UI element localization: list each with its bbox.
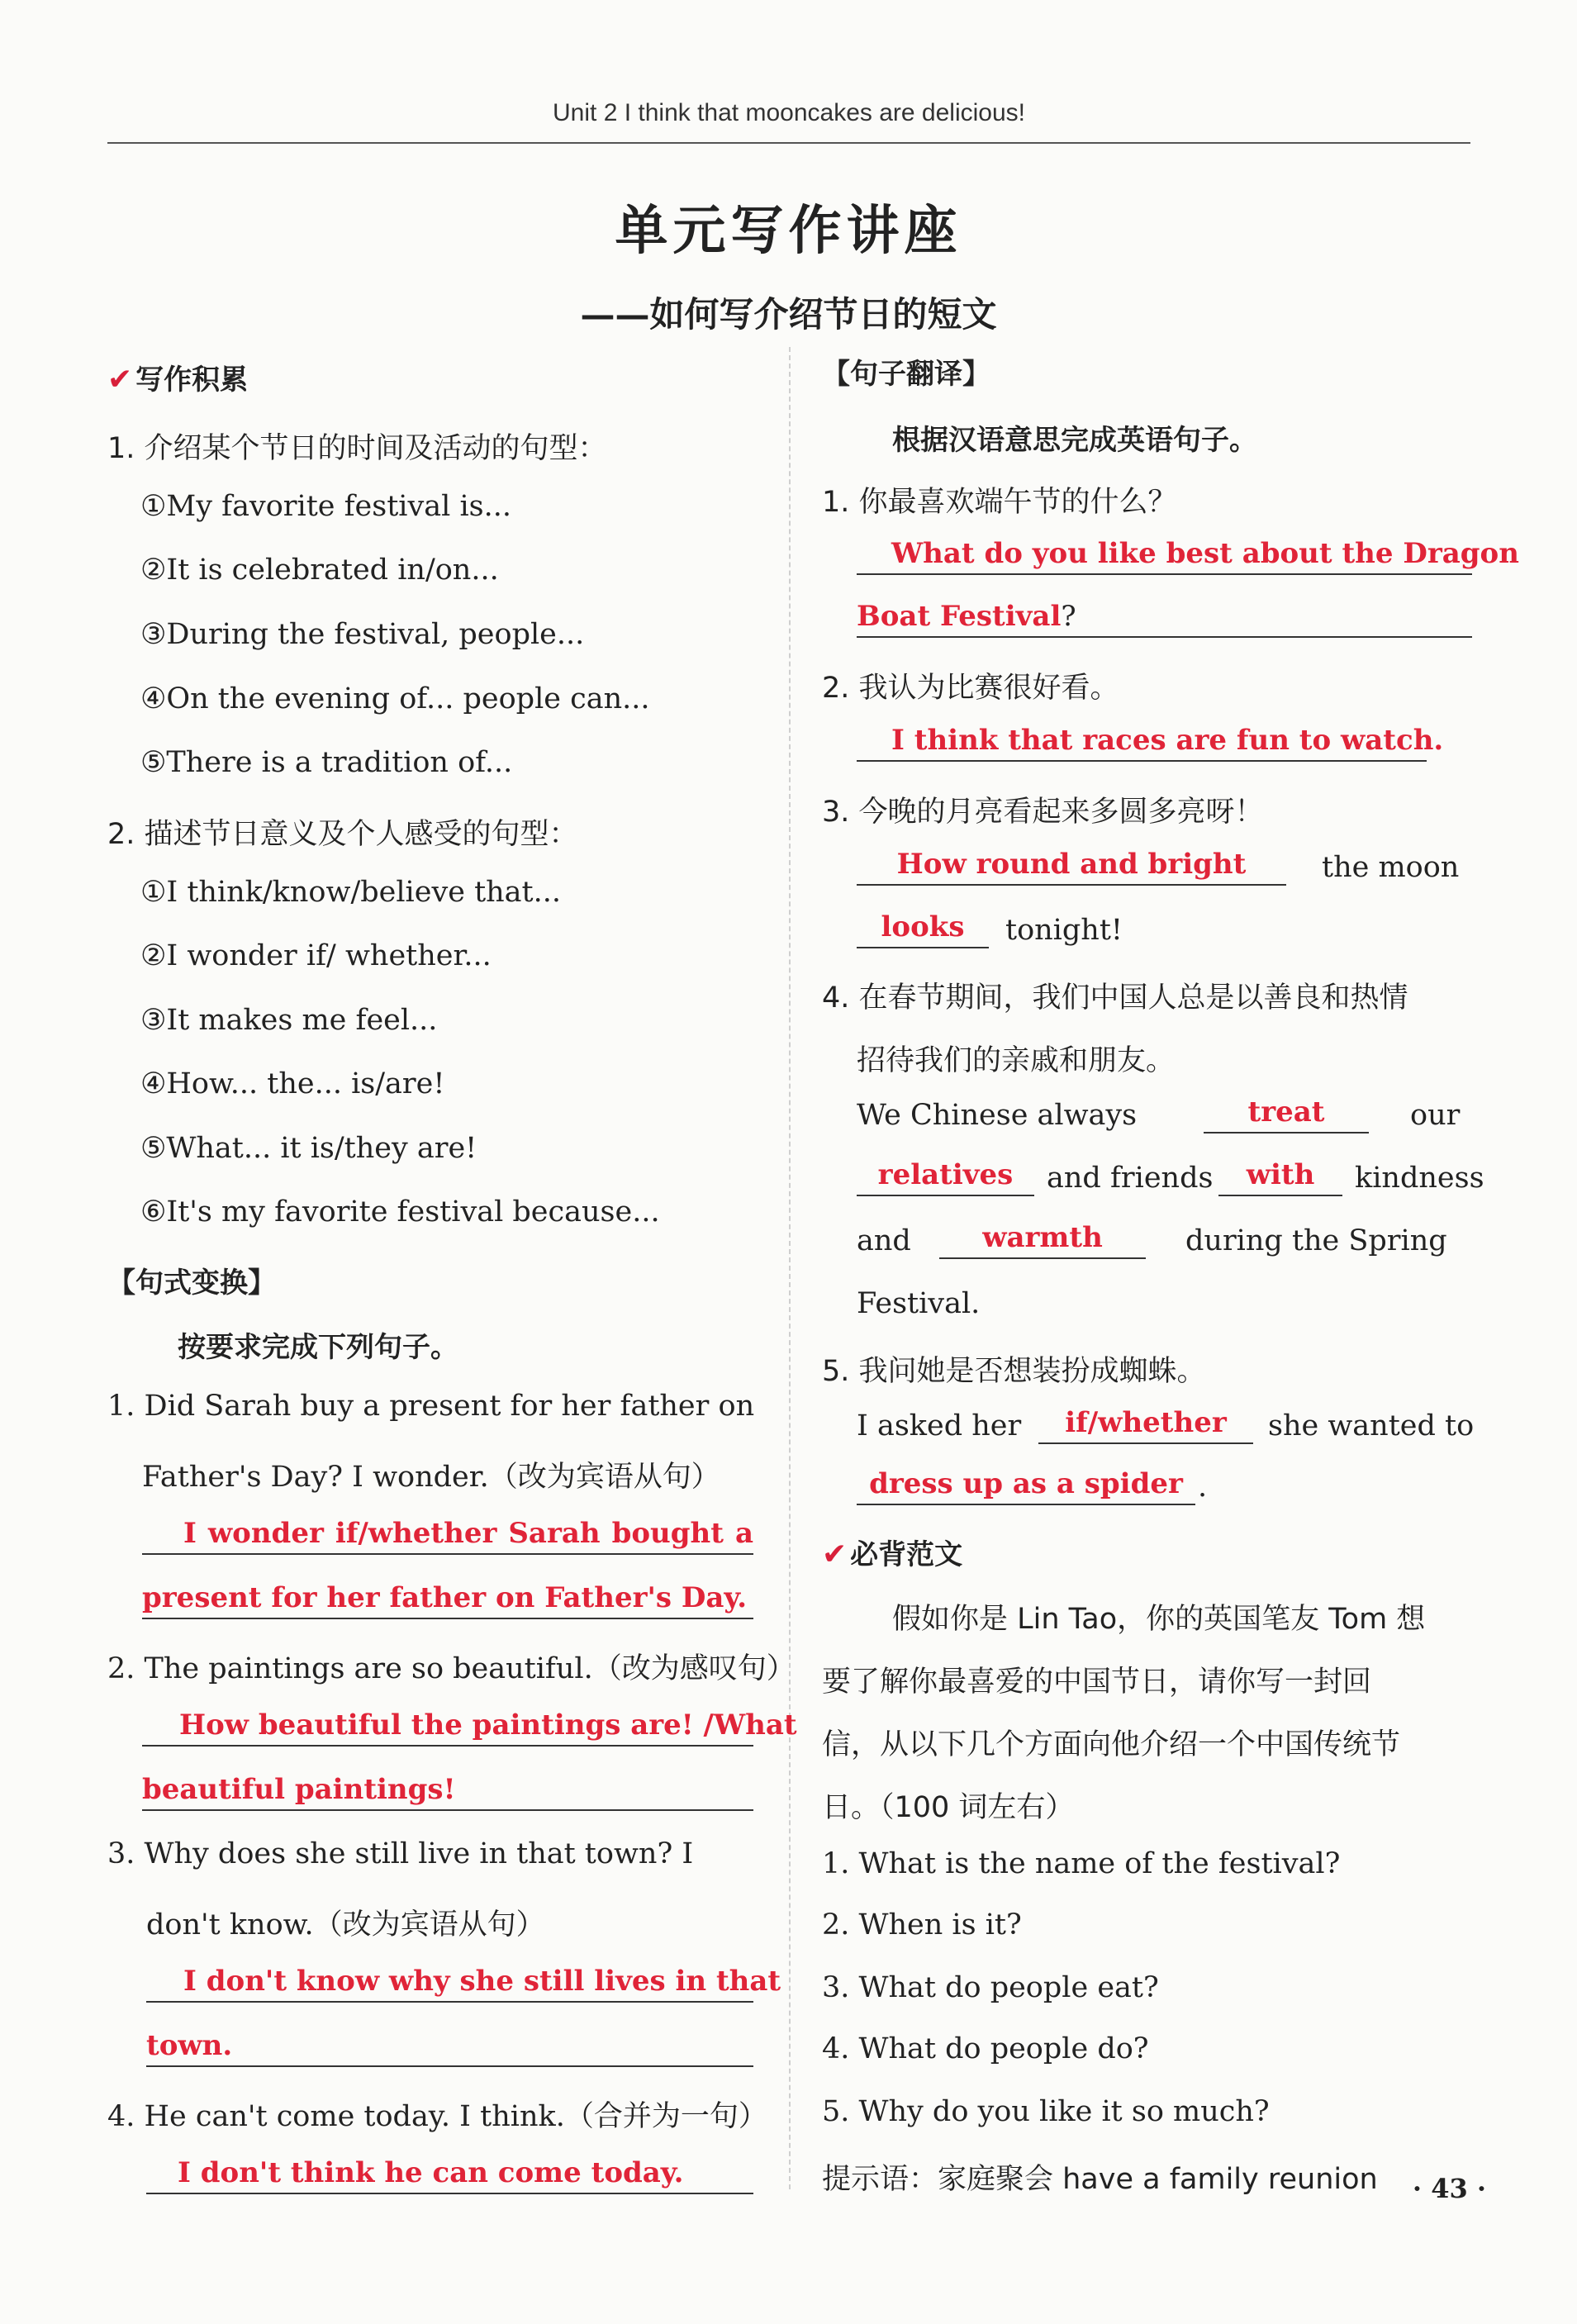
translation-q4-text: Festival.	[857, 1287, 981, 1320]
translation-a4-blank-1: treat	[1204, 1095, 1369, 1133]
essay-question: 4. What do people do?	[822, 2032, 1149, 2065]
section-sentence-transform-heading: 【句式变换】	[107, 1267, 276, 1300]
translation-q4-text: our	[1410, 1099, 1461, 1132]
pattern-item: ③During the festival, people...	[140, 618, 585, 651]
translation-q4-text: and friends	[1047, 1162, 1214, 1195]
pattern-item: ②I wonder if/ whether...	[140, 939, 492, 972]
essay-hint: 提示语：家庭聚会 have a family reunion	[822, 2163, 1378, 2196]
translation-q3-text: tonight!	[1005, 914, 1123, 947]
essay-prompt-line: 假如你是 Lin Tao，你的英国笔友 Tom 想	[892, 1603, 1426, 1636]
checkmark-icon: ✔	[107, 363, 133, 397]
translation-q4-text: during the Spring	[1185, 1224, 1447, 1257]
question-4: 4. He can't come today. I think.（合并为一句）	[107, 2100, 767, 2133]
section-translation-heading: 【句子翻译】	[822, 358, 990, 391]
question-3-line-2: don't know.（改为宾语从句）	[146, 1908, 545, 1941]
translation-a5-blank-2: dress up as a spider	[857, 1467, 1195, 1505]
translation-q5-text: she wanted to	[1268, 1409, 1475, 1442]
running-header: Unit 2 I think that mooncakes are delicious!	[553, 99, 1025, 126]
essay-question: 5. Why do you like it so much?	[822, 2095, 1270, 2128]
header-rule	[107, 142, 1470, 144]
translation-a3-blank-2: looks	[857, 910, 989, 948]
essay-question: 3. What do people eat?	[822, 1971, 1159, 2004]
translation-q5-end: .	[1198, 1471, 1208, 1504]
essay-prompt-line: 要了解你最喜爱的中国节日，请你写一封回	[822, 1666, 1372, 1699]
translation-a5-blank-1: if/whether	[1038, 1406, 1253, 1444]
pattern-item: ⑥It's my favorite festival because...	[140, 1195, 660, 1229]
translation-q4-text: We Chinese always	[857, 1099, 1138, 1132]
translation-a4-blank-2: relatives	[857, 1158, 1034, 1196]
instruction: 按要求完成下列句子。	[178, 1331, 458, 1364]
answer-3-line-1: I don't know why she still lives in that	[146, 1965, 753, 2003]
translation-q3-text: the moon	[1322, 851, 1460, 884]
essay-question: 1. What is the name of the festival?	[822, 1847, 1341, 1880]
pattern-item: ③It makes me feel...	[140, 1004, 438, 1037]
pattern-item: ④On the evening of... people can...	[140, 682, 650, 715]
pattern-item: ①My favorite festival is...	[140, 490, 511, 523]
pattern-item: ①I think/know/believe that...	[140, 876, 561, 909]
question-1-line-2: Father's Day? I wonder.（改为宾语从句）	[142, 1461, 720, 1494]
page-number: · 43 ·	[1412, 2173, 1486, 2204]
translation-a4-blank-4: warmth	[939, 1221, 1146, 1259]
translation-q1: 1. 你最喜欢端午节的什么？	[822, 486, 1177, 519]
page-title: 单元写作讲座	[615, 201, 962, 262]
answer-1-line-1: I wonder if/whether Sarah bought a	[142, 1517, 753, 1555]
essay-question: 2. When is it?	[822, 1908, 1022, 1941]
instruction: 根据汉语意思完成英语句子。	[892, 424, 1257, 457]
translation-q5-text: I asked her	[857, 1409, 1022, 1442]
pattern-item: ④How... the... is/are!	[140, 1067, 445, 1100]
translation-q4-text: kindness	[1355, 1162, 1484, 1195]
translation-a1-line-2: Boat Festival?	[857, 600, 1472, 638]
checkmark-icon: ✔	[822, 1537, 848, 1571]
translation-a4-blank-3: with	[1218, 1158, 1342, 1196]
translation-a2: I think that races are fun to watch.	[857, 724, 1427, 762]
translation-q4-line-2: 招待我们的亲戚和朋友。	[857, 1044, 1176, 1077]
question-1-line-1: 1. Did Sarah buy a present for her father on	[107, 1390, 755, 1423]
answer-2-line-1: How beautiful the paintings are! /What	[142, 1709, 753, 1747]
pattern-item: ⑤There is a tradition of...	[140, 746, 513, 779]
translation-q4-line-1: 4. 在春节期间，我们中国人总是以善良和热情	[822, 981, 1408, 1015]
page-subtitle: ——如何写介绍节日的短文	[580, 294, 997, 335]
essay-prompt-line: 信，从以下几个方面向他介绍一个中国传统节	[822, 1728, 1401, 1761]
column-divider	[789, 347, 791, 2189]
answer-2-line-2: beautiful paintings!	[142, 1773, 753, 1811]
translation-q5: 5. 我问她是否想装扮成蜘蛛。	[822, 1355, 1206, 1388]
section-model-essay-heading: ✔ 必背范文	[822, 1537, 963, 1571]
translation-q4-text: and	[857, 1224, 911, 1257]
translation-q3: 3. 今晚的月亮看起来多圆多亮呀！	[822, 796, 1264, 829]
essay-prompt-line: 日。（100 词左右）	[822, 1791, 1075, 1824]
pattern-item: ②It is celebrated in/on...	[140, 554, 499, 587]
question-2: 2. The paintings are so beautiful.（改为感叹句）	[107, 1652, 796, 1685]
group2-title: 2. 描述节日意义及个人感受的句型：	[107, 818, 578, 851]
section-writing-accumulation-heading: ✔ 写作积累	[107, 363, 249, 397]
answer-1-line-2: present for her father on Father's Day.	[142, 1581, 753, 1619]
pattern-item: ⑤What... it is/they are!	[140, 1132, 477, 1165]
translation-a3-blank-1: How round and bright	[857, 848, 1286, 886]
translation-q2: 2. 我认为比赛很好看。	[822, 672, 1119, 705]
translation-a1-line-1: What do you like best about the Dragon	[857, 537, 1472, 575]
answer-3-line-2: town.	[146, 2029, 753, 2067]
question-3-line-1: 3. Why does she still live in that town? I	[107, 1837, 694, 1870]
group1-title: 1. 介绍某个节日的时间及活动的句型：	[107, 432, 607, 465]
answer-4: I don't think he can come today.	[146, 2156, 753, 2194]
